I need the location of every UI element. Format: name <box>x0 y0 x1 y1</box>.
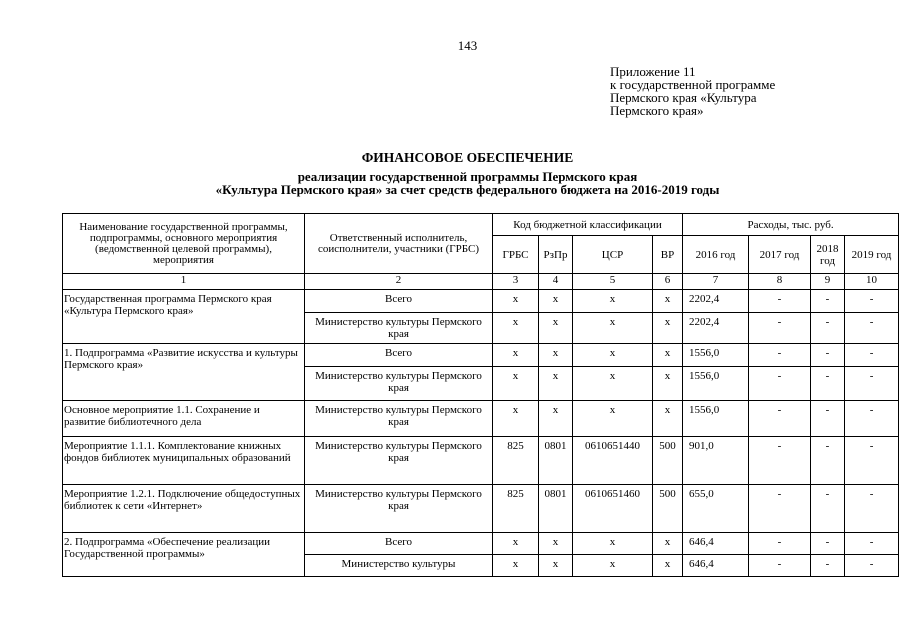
header-grbs: ГРБС <box>493 236 539 274</box>
cell-grbs: x <box>493 313 539 344</box>
cell-2017: - <box>749 555 811 577</box>
document-subtitle <box>0 170 905 196</box>
cell-csr: x <box>573 344 653 367</box>
cell-2017: - <box>749 344 811 367</box>
row-executor: Министерство культуры <box>305 555 493 577</box>
appendix-line: Пермского края «Культура <box>610 90 757 105</box>
cell-vr: x <box>653 533 683 555</box>
cell-2016: 1556,0 <box>683 367 749 401</box>
row-name: 1. Подпрограмма «Развитие искусства и культуры Пермского края» <box>63 344 305 401</box>
cell-2018: - <box>811 485 845 533</box>
column-number: 3 <box>493 274 539 290</box>
cell-2017: - <box>749 485 811 533</box>
cell-vr: x <box>653 401 683 437</box>
cell-csr: x <box>573 533 653 555</box>
cell-2016: 655,0 <box>683 485 749 533</box>
cell-2019: - <box>845 533 899 555</box>
cell-2017: - <box>749 437 811 485</box>
row-executor: Всего <box>305 533 493 555</box>
cell-vr: x <box>653 313 683 344</box>
appendix-line: Приложение 11 <box>610 64 696 79</box>
cell-2019: - <box>845 344 899 367</box>
cell-2017: - <box>749 367 811 401</box>
financing-table <box>62 213 899 577</box>
cell-vr: 500 <box>653 485 683 533</box>
header-rzpr: РзПр <box>539 236 573 274</box>
document-title: ФИНАНСОВОЕ ОБЕСПЕЧЕНИЕ <box>361 150 574 165</box>
row-executor: Министерство культуры Пермского края <box>305 367 493 401</box>
column-numbers-row <box>63 274 899 290</box>
cell-2018: - <box>811 367 845 401</box>
column-number: 4 <box>539 274 573 290</box>
row-name: Основное мероприятие 1.1. Сохранение и развитие библиотечного дела <box>63 401 305 437</box>
cell-grbs: x <box>493 555 539 577</box>
subtitle-line: «Культура Пермского края» за счет средств федерального бюджета на 2016-2019 годы <box>215 182 720 197</box>
header-csr: ЦСР <box>573 236 653 274</box>
cell-2018: - <box>811 290 845 313</box>
table-row <box>63 437 899 485</box>
cell-2019: - <box>845 313 899 344</box>
cell-2016: 2202,4 <box>683 290 749 313</box>
page-number: 143 <box>457 38 478 53</box>
cell-2019: - <box>845 367 899 401</box>
table-row <box>63 401 899 437</box>
row-executor: Министерство культуры Пермского края <box>305 437 493 485</box>
cell-vr: x <box>653 367 683 401</box>
cell-2019: - <box>845 437 899 485</box>
appendix-line: Пермского края» <box>610 103 704 118</box>
table-row <box>63 533 899 555</box>
cell-2016: 646,4 <box>683 533 749 555</box>
cell-2016: 901,0 <box>683 437 749 485</box>
appendix-note <box>610 65 775 117</box>
cell-2018: - <box>811 533 845 555</box>
header-2016: 2016 год <box>683 236 749 274</box>
appendix-line: к государственной программе <box>610 77 776 92</box>
cell-2017: - <box>749 290 811 313</box>
cell-vr: x <box>653 344 683 367</box>
cell-2016: 2202,4 <box>683 313 749 344</box>
cell-2018: - <box>811 401 845 437</box>
cell-2017: - <box>749 401 811 437</box>
cell-2019: - <box>845 485 899 533</box>
table-row <box>63 485 899 533</box>
row-name: Мероприятие 1.2.1. Подключение общедоступных библиотек к сети «Интернет» <box>63 485 305 533</box>
row-executor: Всего <box>305 344 493 367</box>
header-executor: Ответственный исполнитель, соисполнители, участники (ГРБС) <box>305 214 493 274</box>
header-expenses: Расходы, тыс. руб. <box>683 214 899 236</box>
cell-2018: - <box>811 344 845 367</box>
column-number: 5 <box>573 274 653 290</box>
cell-grbs: 825 <box>493 437 539 485</box>
row-executor: Министерство культуры Пермского края <box>305 401 493 437</box>
table-row <box>63 344 899 367</box>
column-number: 7 <box>683 274 749 290</box>
cell-rzpr: x <box>539 533 573 555</box>
cell-2017: - <box>749 533 811 555</box>
cell-csr: x <box>573 313 653 344</box>
cell-rzpr: x <box>539 555 573 577</box>
cell-2019: - <box>845 555 899 577</box>
column-number: 6 <box>653 274 683 290</box>
cell-2017: - <box>749 313 811 344</box>
cell-vr: x <box>653 290 683 313</box>
cell-rzpr: x <box>539 401 573 437</box>
row-executor: Министерство культуры Пермского края <box>305 313 493 344</box>
cell-2018: - <box>811 313 845 344</box>
cell-vr: x <box>653 555 683 577</box>
cell-rzpr: x <box>539 313 573 344</box>
cell-grbs: 825 <box>493 485 539 533</box>
cell-grbs: x <box>493 290 539 313</box>
cell-rzpr: x <box>539 290 573 313</box>
cell-grbs: x <box>493 401 539 437</box>
row-name: Мероприятие 1.1.1. Комплектование книжных фондов библиотек муниципальных образований <box>63 437 305 485</box>
column-number: 9 <box>811 274 845 290</box>
cell-rzpr: 0801 <box>539 485 573 533</box>
header-vr: ВР <box>653 236 683 274</box>
header-2017: 2017 год <box>749 236 811 274</box>
column-number: 10 <box>845 274 899 290</box>
cell-csr: 0610651440 <box>573 437 653 485</box>
column-number: 1 <box>63 274 305 290</box>
cell-grbs: x <box>493 367 539 401</box>
cell-2019: - <box>845 401 899 437</box>
cell-vr: 500 <box>653 437 683 485</box>
cell-csr: x <box>573 367 653 401</box>
cell-grbs: x <box>493 344 539 367</box>
cell-csr: x <box>573 555 653 577</box>
header-2019: 2019 год <box>845 236 899 274</box>
column-number: 8 <box>749 274 811 290</box>
cell-csr: x <box>573 401 653 437</box>
header-2018: 2018 год <box>811 236 845 274</box>
cell-2016: 1556,0 <box>683 344 749 367</box>
cell-rzpr: x <box>539 367 573 401</box>
cell-csr: 0610651460 <box>573 485 653 533</box>
header-budget-code: Код бюджетной классификации <box>493 214 683 236</box>
cell-rzpr: x <box>539 344 573 367</box>
row-executor: Всего <box>305 290 493 313</box>
cell-csr: x <box>573 290 653 313</box>
cell-2019: - <box>845 290 899 313</box>
header-name: Наименование государственной программы, подпрограммы, основного мероприятия (ведомственной целевой программы), мероприятия <box>63 214 305 274</box>
row-executor: Министерство культуры Пермского края <box>305 485 493 533</box>
cell-2018: - <box>811 555 845 577</box>
cell-2018: - <box>811 437 845 485</box>
cell-grbs: x <box>493 533 539 555</box>
row-name: 2. Подпрограмма «Обеспечение реализации Государственной программы» <box>63 533 305 577</box>
row-name: Государственная программа Пермского края «Культура Пермского края» <box>63 290 305 344</box>
table-row <box>63 290 899 313</box>
cell-rzpr: 0801 <box>539 437 573 485</box>
subtitle-line: реализации государственной программы Пермского края <box>297 169 638 184</box>
cell-2016: 646,4 <box>683 555 749 577</box>
cell-2016: 1556,0 <box>683 401 749 437</box>
column-number: 2 <box>305 274 493 290</box>
